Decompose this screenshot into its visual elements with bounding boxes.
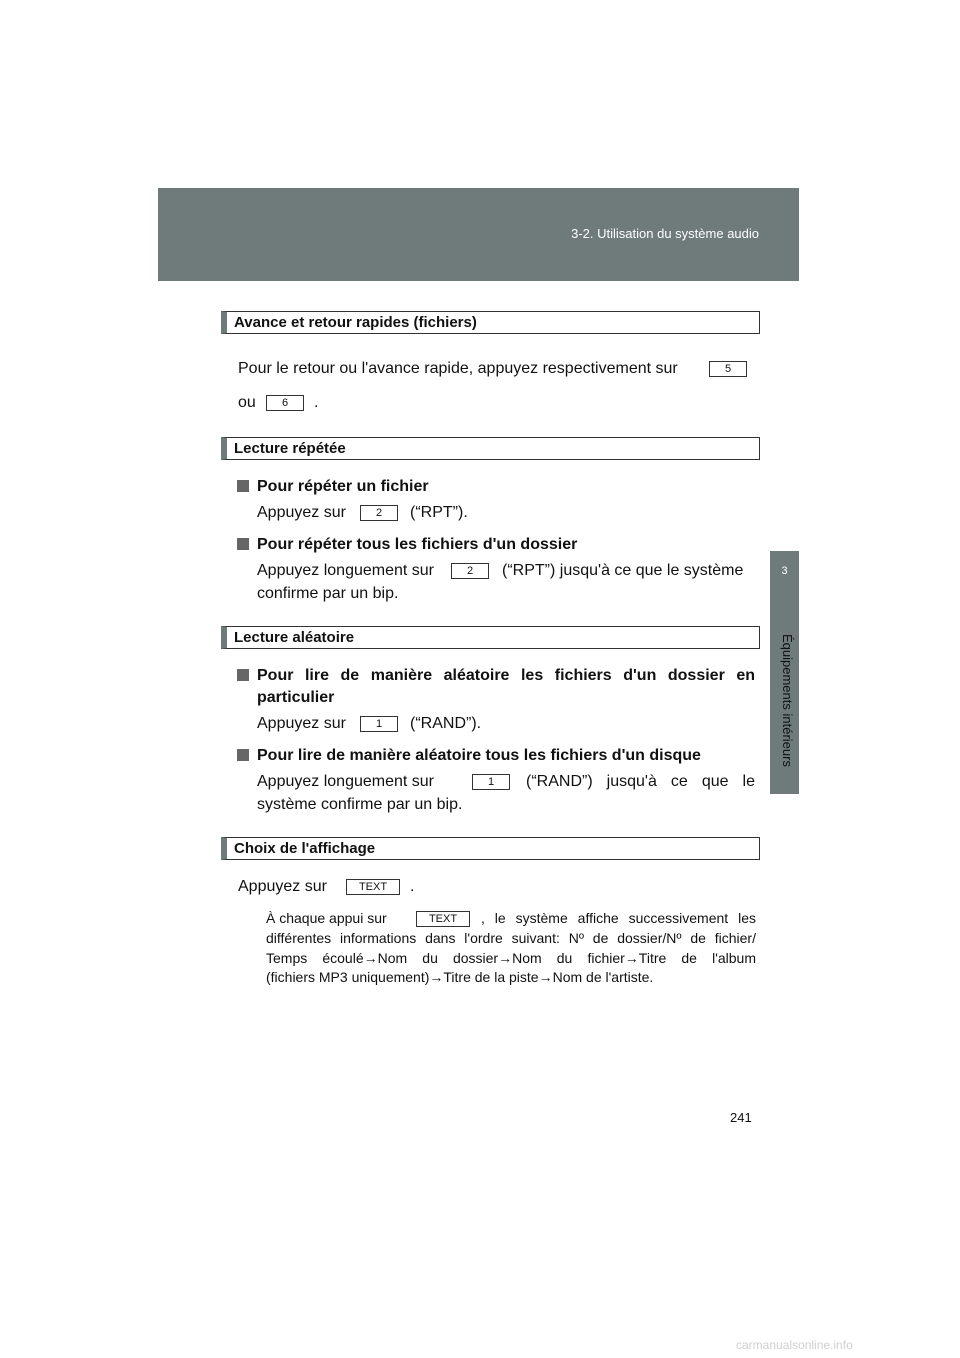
bullet-heading xyxy=(237,745,701,767)
header-band xyxy=(158,188,799,281)
bullet-square-icon xyxy=(237,749,249,761)
bullet-square-icon xyxy=(237,669,249,681)
watermark: carmanualsonline.info xyxy=(736,1338,853,1352)
paragraph-line: Appuyez sur xyxy=(257,715,346,732)
note-text: À chaque appui sur xyxy=(266,910,387,926)
paragraph-line: confirme par un bip. xyxy=(257,585,399,602)
section-heading-display xyxy=(221,837,760,860)
note-line: (fichiers MP3 uniquement)→Titre de la piste→Nom de l'artiste. xyxy=(266,969,654,985)
key-1-icon: 1 xyxy=(472,774,510,790)
paragraph-line: ou xyxy=(238,394,256,411)
paragraph-line: (“RPT”). xyxy=(410,504,468,521)
paragraph-line: système confirme par un bip. xyxy=(257,796,463,813)
section-heading-text: Lecture aléatoire xyxy=(234,629,355,646)
key-text-icon: TEXT xyxy=(346,879,400,895)
key-1-icon: 1 xyxy=(360,716,398,732)
bullet-square-icon xyxy=(237,480,249,492)
paragraph-line: . xyxy=(410,878,415,895)
paragraph-line: Appuyez longuement sur xyxy=(257,562,434,579)
bullet-heading-continued: particulier xyxy=(257,689,335,706)
bullet-heading xyxy=(237,476,429,498)
paragraph-line: (“RPT”) jusqu'à ce que le système xyxy=(502,562,744,579)
paragraph-line: (“RAND”) jusqu'à ce que le xyxy=(526,773,755,790)
note-line: différentes informations dans l'ordre suivant: Nº de dossier/Nº de fichier/ xyxy=(266,930,756,946)
section-heading-repeat xyxy=(221,437,760,460)
key-text-icon: TEXT xyxy=(416,911,470,927)
key-5-icon: 5 xyxy=(709,361,747,377)
note-line: , le système affiche successivement les xyxy=(481,910,756,926)
section-heading-text: Choix de l'affichage xyxy=(234,840,376,857)
chapter-tab-label: Équipements intérieurs xyxy=(780,634,795,767)
bullet-heading-text: Pour lire de manière aléatoire les fichiers d'un dossier en xyxy=(257,667,755,684)
bullet-square-icon xyxy=(237,538,249,550)
section-heading-text: Avance et retour rapides (fichiers) xyxy=(234,314,477,331)
bullet-heading-text: Pour répéter tous les fichiers d'un dossier xyxy=(257,536,578,553)
paragraph-line: (“RAND”). xyxy=(410,715,482,732)
section-heading-random xyxy=(221,626,760,649)
key-6-icon: 6 xyxy=(266,395,304,411)
paragraph-line: . xyxy=(314,394,319,411)
paragraph-line: Appuyez sur xyxy=(238,878,327,895)
bullet-heading-text: Pour répéter un fichier xyxy=(257,478,429,495)
note-line: Temps écoulé→Nom du dossier→Nom du fichier→Titre de l'album xyxy=(266,950,756,966)
paragraph-line: Appuyez longuement sur xyxy=(257,773,434,790)
page-number: 241 xyxy=(730,1110,752,1125)
section-heading-fast-forward xyxy=(221,311,760,334)
bullet-heading xyxy=(237,665,755,687)
key-2-icon: 2 xyxy=(451,563,489,579)
section-heading-text: Lecture répétée xyxy=(234,440,346,457)
bullet-heading-text: Pour lire de manière aléatoire tous les fichiers d'un disque xyxy=(257,747,701,764)
bullet-heading xyxy=(237,534,577,556)
key-2-icon: 2 xyxy=(360,505,398,521)
paragraph-line: Appuyez sur xyxy=(257,504,346,521)
chapter-number: 3 xyxy=(781,565,788,577)
chapter-title: 3-2. Utilisation du système audio xyxy=(571,226,759,241)
paragraph-line: Pour le retour ou l'avance rapide, appuyez respectivement sur xyxy=(238,360,678,377)
